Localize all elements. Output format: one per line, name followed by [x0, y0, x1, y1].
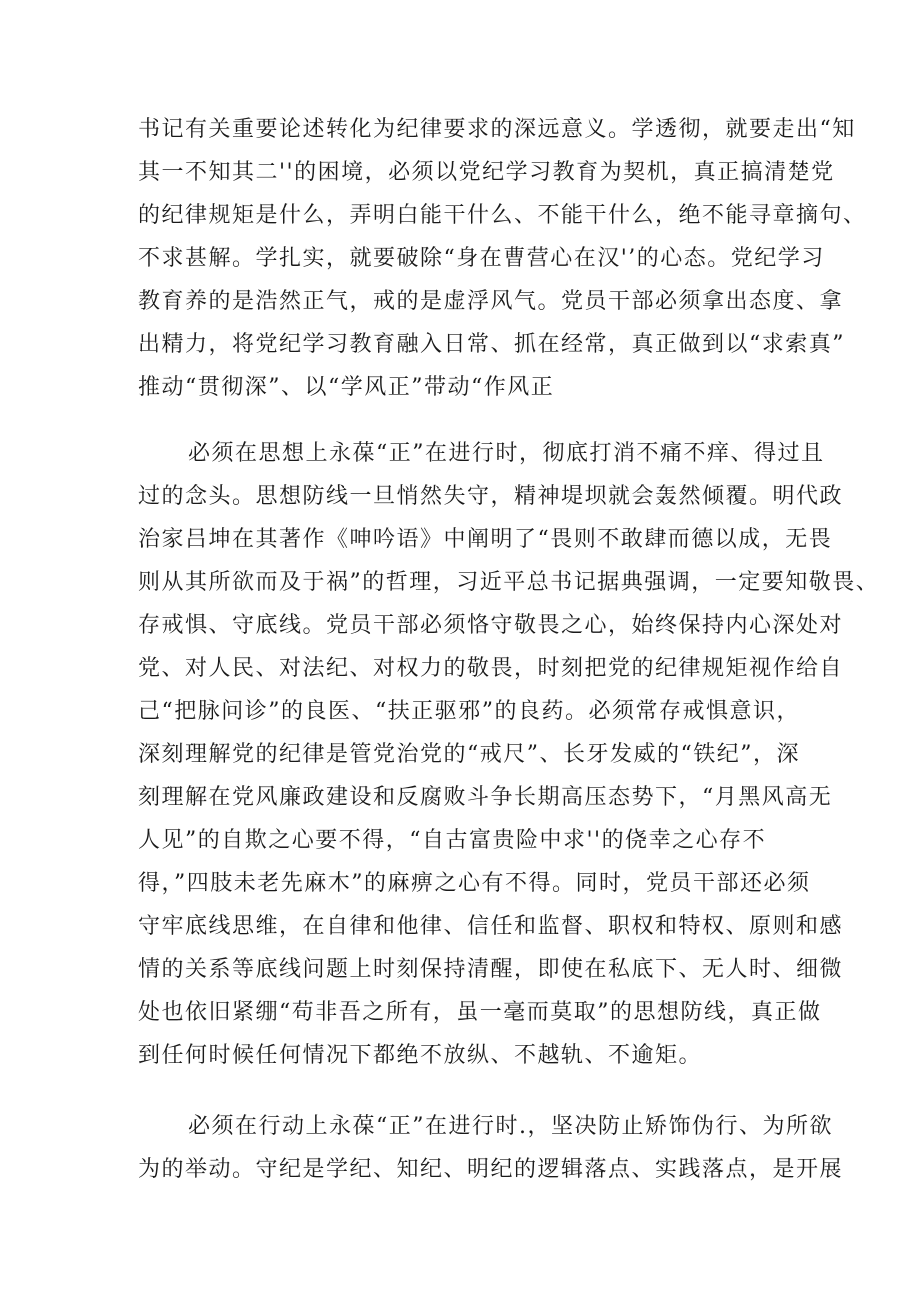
- text-line: 处也依旧紧绷“苟非吾之所有，虽一毫而莫取”的思想防线，真正做: [138, 1000, 822, 1025]
- text-line: 书记有关重要论述转化为纪律要求的深远意义。学透彻，就要走出“知: [138, 117, 856, 142]
- text-line: 必须在行动上永葆“正”在进行时.，坚决防止矫饰伪行、为所欲: [188, 1114, 833, 1139]
- text-line: 出精力，将党纪学习教育融入日常、抓在经常，真正做到以“求索真”: [138, 332, 845, 357]
- text-line: 守牢底线思维，在自律和他律、信任和监督、职权和特权、原则和感: [138, 914, 844, 939]
- text-line: 存戒惧、守底线。党员干部必须恪守敬畏之心，始终保持内心深处对: [138, 613, 844, 638]
- text-line: 得，”四肢未老先麻木”的麻痹之心有不得。同时，党员干部还必须: [138, 871, 811, 896]
- text-line: 为的举动。守纪是学纪、知纪、明纪的逻辑落点、实践落点，是开展: [138, 1157, 844, 1182]
- text-line: 推动“贯彻深”、以“学风正”带动“作风正: [138, 375, 555, 400]
- text-line: 人见”的自欺之心要不得，“自古富贵险中求''的侥幸之心存不: [138, 828, 767, 853]
- text-line: 的纪律规矩是什么，弄明白能干什么、不能干什么，绝不能寻章摘句、: [138, 203, 867, 228]
- text-line: 治家吕坤在其著作《呻吟语》中阐明了“畏则不敢肆而德以成，无畏: [138, 527, 833, 552]
- text-line: 则从其所欲而及于祸”的哲理，习近平总书记据典强调，一定要知敬畏、: [138, 570, 880, 595]
- text-line: 到任何时候任何情况下都绝不放纵、不越轨、不逾矩。: [138, 1043, 703, 1068]
- text-line: 不求甚解。学扎实，就要破除“身在曹营心在汉'’的心态。党纪学习: [138, 246, 825, 271]
- text-line: 己“把脉问诊”的良医、“扶正驱邪”的良药。必须常存戒惧意识，: [138, 699, 800, 724]
- text-line: 深刻理解党的纪律是管党治党的“戒尺”、长牙发威的“铁纪”，深: [138, 742, 800, 767]
- text-line: 刻理解在党风廉政建设和反腐败斗争长期高压态势下，“月黑风高无: [138, 785, 833, 810]
- text-line: 必须在思想上永葆“正”在进行时，彻底打消不痛不痒、得过且: [188, 441, 825, 466]
- text-line: 情的关系等底线问题上时刻保持清醒，即使在私底下、无人时、细微: [138, 957, 844, 982]
- text-line: 其一不知其二''的困境，必须以党纪学习教育为契机，真正搞清楚党: [138, 160, 835, 185]
- text-line: 过的念头。思想防线一旦悄然失守，精神堤坝就会轰然倾覆。明代政: [138, 484, 844, 509]
- text-line: 党、对人民、对法纪、对权力的敬畏，时刻把党的纪律规矩视作给自: [138, 656, 844, 681]
- text-line: 教育养的是浩然正气，戒的是虚浮风气。党员干部必须拿出态度、拿: [138, 289, 844, 314]
